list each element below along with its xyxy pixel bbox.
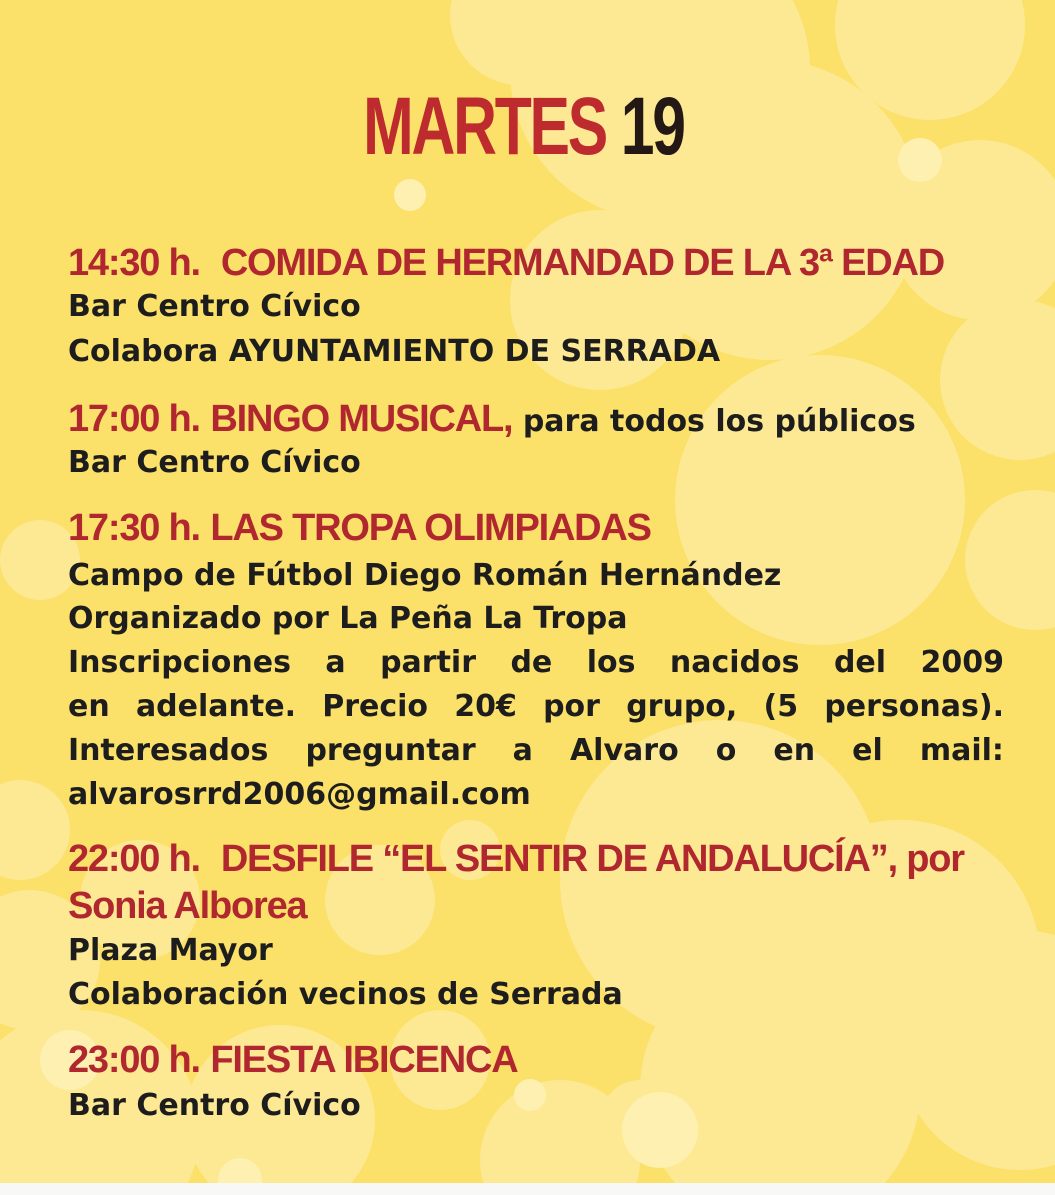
event-3-organizer: Organizado por La Peña La Tropa <box>68 601 628 636</box>
event-3-time: 17:30 h. <box>68 507 200 549</box>
event-3-info-line-3: Interesados preguntar a Alvaro o en el mail: <box>68 733 1004 768</box>
event-4-header-continued <box>68 884 307 931</box>
event-1-time: 14:30 h. <box>68 242 200 284</box>
event-5-title: FIESTA IBICENCA <box>210 1039 518 1081</box>
event-2-audience: para todos los públicos <box>522 404 916 439</box>
event-4-performer: Sonia Alborea <box>68 885 307 927</box>
title-day: MARTES <box>363 81 607 172</box>
event-5-time: 23:00 h. <box>68 1039 200 1081</box>
event-4-title: DESFILE “EL SENTIR DE ANDALUCÍA”, por <box>220 838 964 880</box>
page-title <box>133 80 914 174</box>
event-3-contact-email[interactable]: alvarosrrd2006@gmail.com <box>68 777 531 812</box>
event-1-header <box>68 241 944 288</box>
event-5-header <box>68 1038 518 1085</box>
event-4-header <box>68 837 964 884</box>
event-3-location: Campo de Fútbol Diego Román Hernández <box>68 558 782 593</box>
event-3-info-line-2: en adelante. Precio 20€ por grupo, (5 personas). <box>68 689 1004 724</box>
event-2-time: 17:00 h. <box>68 398 200 440</box>
event-4-collaborator: Colaboración vecinos de Serrada <box>68 977 623 1012</box>
event-1-location: Bar Centro Cívico <box>68 289 361 324</box>
event-3-title: LAS TROPA OLIMPIADAS <box>210 507 651 549</box>
event-1-collaborator: Colabora AYUNTAMIENTO DE SERRADA <box>68 334 721 369</box>
title-day-number: 19 <box>620 81 684 172</box>
event-2-location: Bar Centro Cívico <box>68 445 361 480</box>
event-3-header <box>68 506 651 553</box>
event-1-title: COMIDA DE HERMANDAD DE LA 3ª EDAD <box>220 242 945 284</box>
event-2-title: BINGO MUSICAL, <box>210 398 513 440</box>
event-5-location: Bar Centro Cívico <box>68 1088 361 1123</box>
event-2-header <box>68 397 916 444</box>
event-4-time: 22:00 h. <box>68 838 200 880</box>
event-4-location: Plaza Mayor <box>68 933 273 968</box>
event-3-info-line-1: Inscripciones a partir de los nacidos del 2009 <box>68 645 1004 680</box>
